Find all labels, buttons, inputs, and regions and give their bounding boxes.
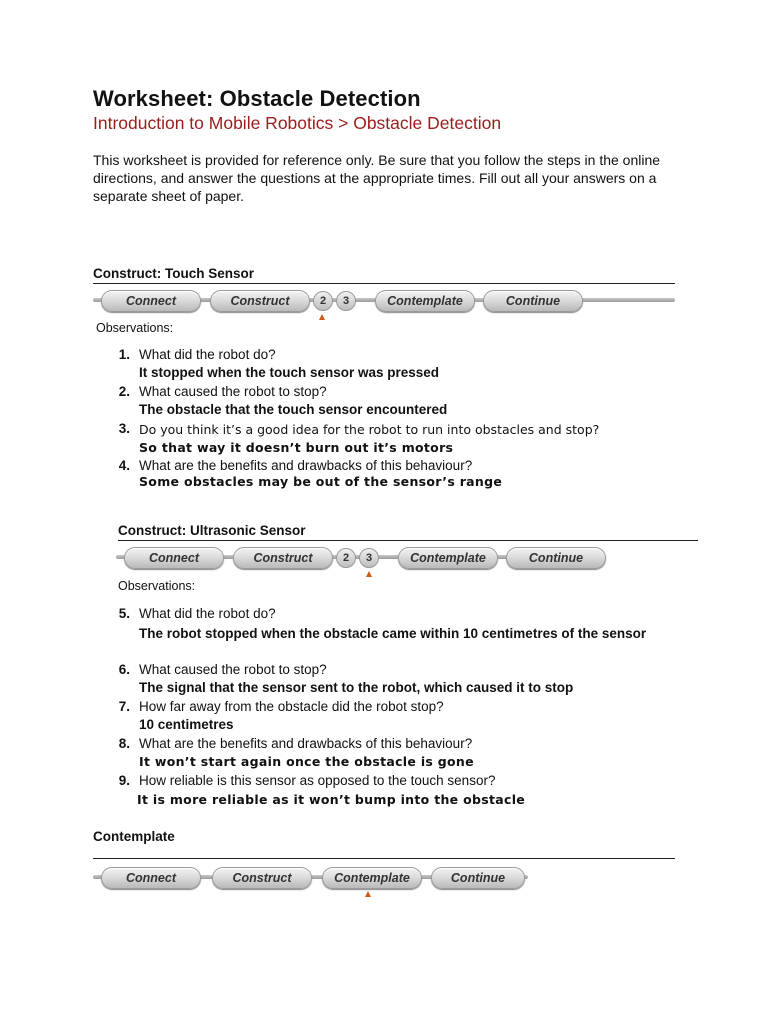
nav-contemplate-button[interactable]: Contemplate [398, 547, 498, 569]
progress-nav-contemplate [93, 865, 675, 891]
nav-continue-button[interactable]: Continue [431, 867, 525, 889]
question-number: 7. [118, 699, 130, 714]
nav-construct-button[interactable]: Construct [233, 547, 333, 569]
answer-text: The obstacle that the touch sensor encountered [139, 402, 448, 417]
question-text: Do you think it’s a good idea for the robot to run into obstacles and stop? [139, 422, 600, 437]
question-number: 8. [118, 736, 130, 751]
answer-text: It is more reliable as it won’t bump into the obstacle [137, 792, 526, 807]
question-text: What caused the robot to stop? [139, 662, 327, 677]
question-text: What did the robot do? [139, 606, 276, 621]
progress-nav-touch [93, 288, 675, 314]
section-divider [93, 283, 675, 284]
progress-nav-ultrasonic [116, 545, 698, 571]
intro-paragraph: This worksheet is provided for reference only. Be sure that you follow the steps in the online directions, and answer the questions at the appropriate times. Fill out all your answers on a separate sheet of paper. [93, 152, 661, 204]
question-number: 1. [118, 347, 130, 362]
observations-label: Observations: [96, 321, 174, 335]
question-number: 9. [118, 773, 130, 788]
question-text: What are the benefits and drawbacks of this behaviour? [139, 458, 473, 473]
section-divider [93, 858, 675, 859]
question-text: What did the robot do? [139, 347, 276, 362]
current-step-marker-icon [366, 571, 372, 577]
question-text: What are the benefits and drawbacks of this behaviour? [139, 736, 473, 751]
nav-step-2[interactable]: 2 [336, 548, 356, 568]
question-number: 5. [118, 606, 130, 621]
question-text: What caused the robot to stop? [139, 384, 327, 399]
nav-step-3[interactable]: 3 [359, 548, 379, 568]
section-heading-ultrasonic-sensor: Construct: Ultrasonic Sensor [118, 523, 306, 538]
current-step-marker-icon [365, 891, 371, 897]
answer-text: The robot stopped when the obstacle came within 10 centimetres of the sensor [139, 626, 647, 641]
nav-continue-button[interactable]: Continue [483, 290, 583, 312]
nav-continue-button[interactable]: Continue [506, 547, 606, 569]
question-number: 6. [118, 662, 130, 677]
answer-text: 10 centimetres [139, 717, 234, 732]
question-number: 4. [118, 458, 130, 473]
section-heading-contemplate: Contemplate [93, 829, 175, 844]
answer-text: It won’t start again once the obstacle is gone [139, 754, 474, 769]
nav-step-3[interactable]: 3 [336, 291, 356, 311]
page-title: Worksheet: Obstacle Detection [93, 86, 421, 111]
breadcrumb: Introduction to Mobile Robotics > Obstacle Detection [93, 113, 502, 133]
nav-connect-button[interactable]: Connect [101, 867, 201, 889]
question-text: How far away from the obstacle did the robot stop? [139, 699, 444, 714]
section-divider [118, 540, 698, 541]
nav-construct-button[interactable]: Construct [212, 867, 312, 889]
answer-text: Some obstacles may be out of the sensor’s range [139, 474, 503, 489]
nav-contemplate-button[interactable]: Contemplate [375, 290, 475, 312]
answer-text: So that way it doesn’t burn out it’s motors [139, 440, 454, 455]
answer-text: The signal that the sensor sent to the robot, which caused it to stop [139, 680, 574, 695]
current-step-marker-icon [319, 314, 325, 320]
question-number: 3. [118, 421, 130, 436]
nav-contemplate-button[interactable]: Contemplate [322, 867, 422, 889]
section-heading-touch-sensor: Construct: Touch Sensor [93, 266, 255, 281]
question-number: 2. [118, 384, 130, 399]
nav-connect-button[interactable]: Connect [124, 547, 224, 569]
nav-step-2[interactable]: 2 [313, 291, 333, 311]
answer-text: It stopped when the touch sensor was pressed [139, 365, 440, 380]
observations-label: Observations: [118, 579, 196, 593]
nav-construct-button[interactable]: Construct [210, 290, 310, 312]
question-text: How reliable is this sensor as opposed to the touch sensor? [139, 773, 496, 788]
nav-connect-button[interactable]: Connect [101, 290, 201, 312]
